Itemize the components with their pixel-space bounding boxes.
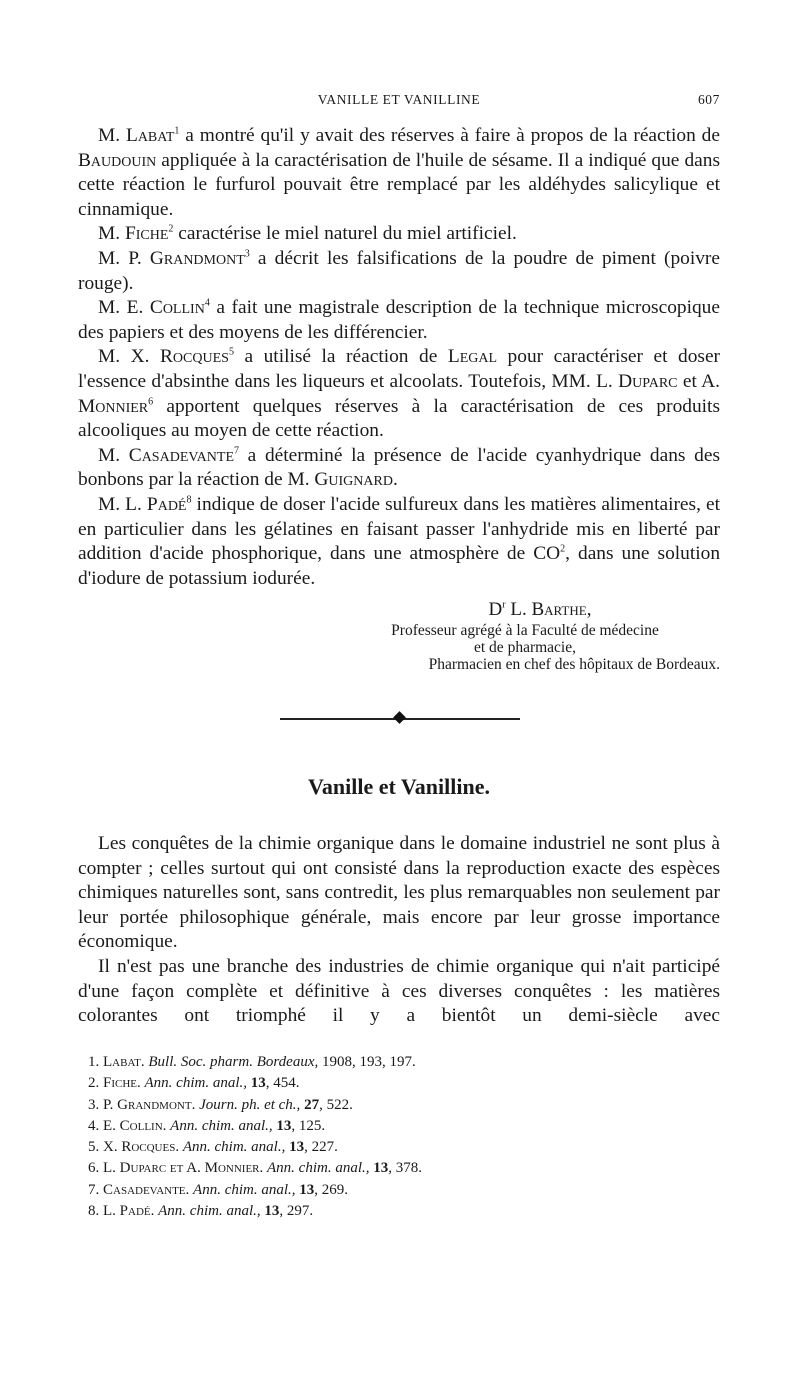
- footnote: 6. L. Duparc et A. Monnier. Ann. chim. anal., 13, 378.: [88, 1160, 422, 1177]
- running-header: [78, 92, 720, 108]
- author-title-cont: et de pharmacie,: [474, 639, 576, 656]
- paragraph-collin: M. E. Collin$^4$ a fait une magistrale description de la technique microscopique des papiers et des moyens de les différencier.: [78, 297, 720, 343]
- signature-block: [330, 598, 720, 673]
- paragraph-rocques: M. X. Rocques$^5$ a utilisé la réaction de Legal pour caractériser et doser l'essence d'absinthe dans les liqueurs et alcoolats. Toutefois, MM. L. Duparc et A. Monnier$^6$ apportent quelques réserves à la caractérisation de ces produits alcooliques au moyen de cette réaction.: [78, 346, 721, 442]
- footnote: 5. X. Rocques. Ann. chim. anal., 13, 227.: [88, 1139, 338, 1156]
- footnote: 4. E. Collin. Ann. chim. anal., 13, 125.: [88, 1117, 326, 1134]
- article-paragraph: Les conquêtes de la chimie organique dans le domaine industriel ne sont plus à compter ; celles surtout qui ont consisté dans la reproduction exacte des espèces chimiques naturelles sont, sans contredit, les plus remarquables non seulement par leur portée philosophique générale, mais encore par leur grosse importance économique.: [78, 833, 720, 953]
- footnote: 7. Casadevante. Ann. chim. anal., 13, 269.: [88, 1181, 349, 1198]
- article-body: [78, 832, 720, 1029]
- footnote: 2. Fiche. Ann. chim. anal., 13, 454.: [88, 1075, 300, 1092]
- paragraph-casadevante: M. Casadevante$^7$ a déterminé la présence de l'acide cyanhydrique dans des bonbons par la réaction de M. Guignard.: [78, 444, 720, 491]
- paragraph-labat: M. Labat$^1$ a montré qu'il y avait des réserves à faire à propos de la réaction de Baudouin appliquée à la caractérisation de l'huile de sésame. Il a indiqué que dans cette réaction le furfurol pouvait être remplacé par les aldéhydes salicylique et cinnamique.: [78, 125, 720, 220]
- paragraph-fiche: M. Fiche$^2$ caractérise le miel naturel du miel artificiel.: [98, 223, 517, 245]
- author-position: Pharmacien en chef des hôpitaux de Bordeaux.: [428, 656, 720, 673]
- paragraph-grandmont: M. P. Grandmont$^3$ a décrit les falsifications de la poudre de piment (poivre rouge).: [78, 247, 720, 294]
- running-title: VANILLE ET VANILLINE: [317, 92, 481, 107]
- footnote: 1. Labat. Bull. Soc. pharm. Bordeaux, 1908, 193, 197.: [88, 1054, 416, 1070]
- page-number: 607: [697, 92, 720, 107]
- reviews-section: [78, 124, 720, 591]
- article-title: Vanille et Vanilline.: [308, 774, 490, 799]
- paragraph-pade: M. L. Padé$^8$ indique de doser l'acide sulfureux dans les matières alimentaires, et en particulier dans les gélatines en faisant passer l'anhydride mis en liberté par addition d'acide phosphorique, dans une atmosphère de $CO^2$, dans une solution d'iodure de potassium iodurée.: [78, 493, 721, 589]
- footnote: 3. P. Grandmont. Journ. ph. et ch., 27, 522.: [88, 1096, 353, 1113]
- footnotes: [78, 1052, 720, 1222]
- article-paragraph: Il n'est pas une branche des industries de chimie organique qui n'ait participé d'une façon complète et définitive à ces diverses conquêtes : les matières colorantes ont triomphé il y a bientôt un demi-siècle avec: [78, 955, 720, 1027]
- author-title: Professeur agrégé à la Faculté de médecine: [391, 622, 659, 639]
- author-name: $D^r$ L. Barthe,: [488, 599, 592, 620]
- diamond-ornament-icon: [393, 711, 406, 724]
- footnote: 8. L. Padé. Ann. chim. anal., 13, 297.: [88, 1203, 314, 1220]
